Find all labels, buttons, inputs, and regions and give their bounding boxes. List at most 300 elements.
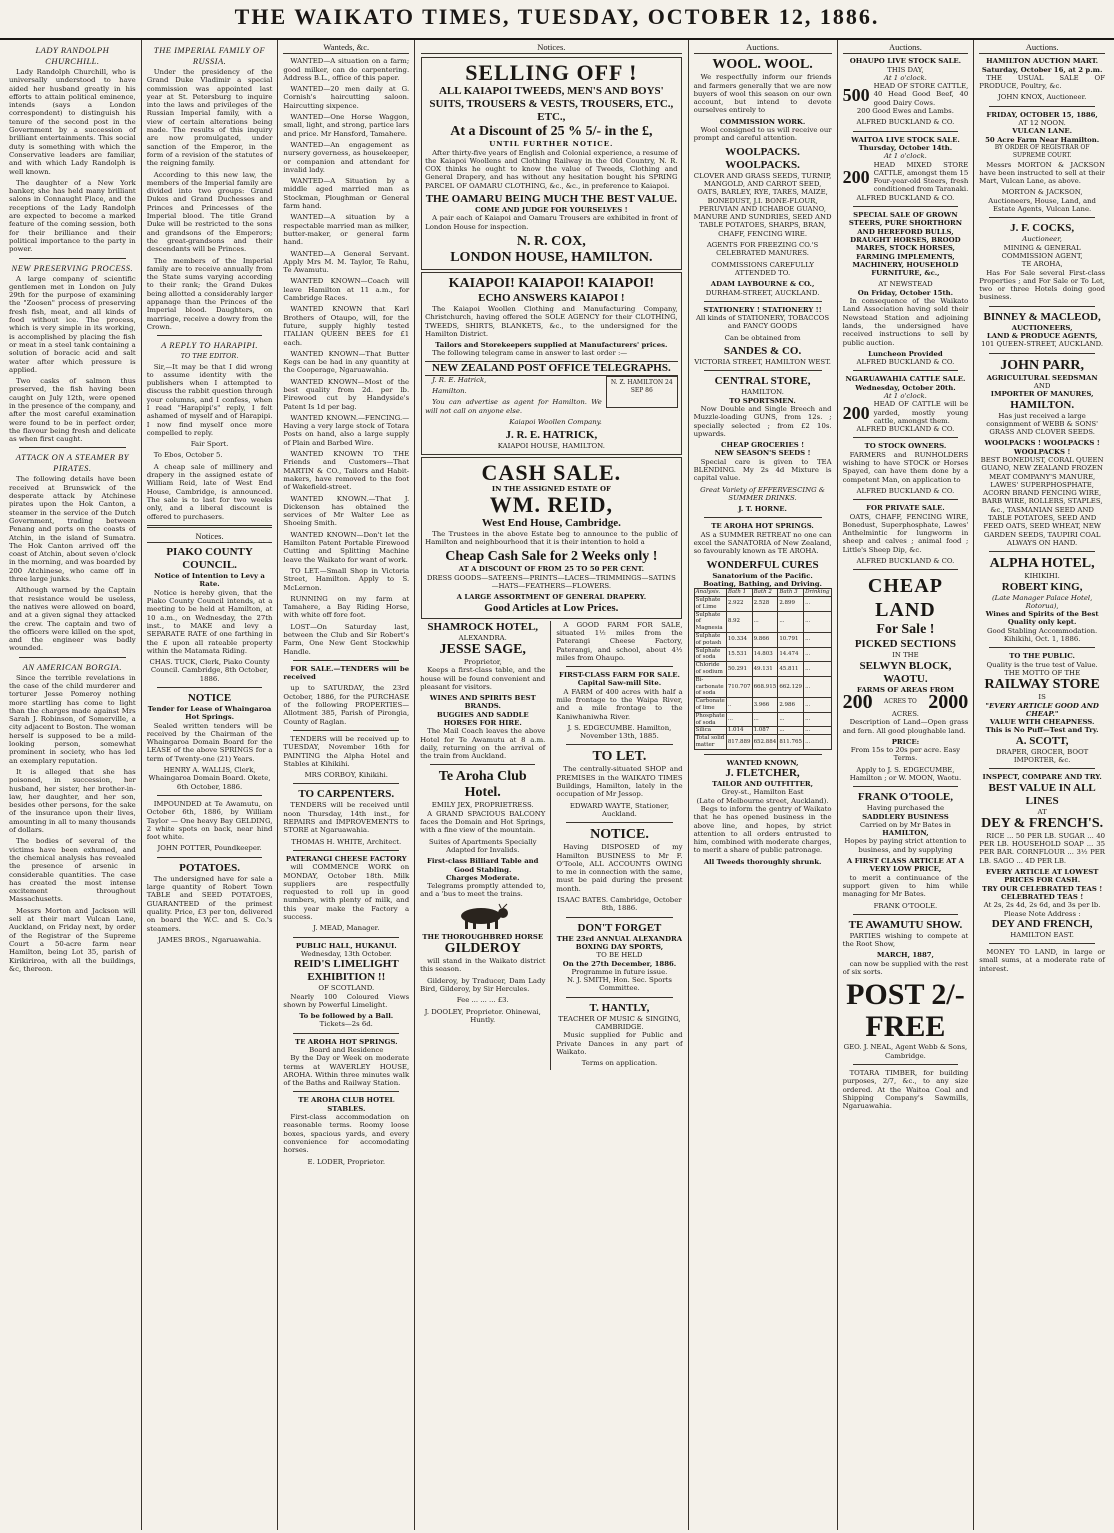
table-row	[694, 611, 831, 632]
column-8	[973, 40, 1110, 1530]
wanted-item: WANTED—20 men daily at G. Cornish's haircutting saloon. Haircutting sixpence.	[283, 85, 410, 110]
horse-signature: J. DOOLEY, Proprietor. Ohinewai, Huntly.	[424, 1007, 541, 1024]
table-cell: 49.131	[752, 662, 778, 677]
divider	[293, 1091, 399, 1092]
table-row	[694, 589, 831, 597]
alpha-hotel-name: ALPHA HOTEL,	[989, 556, 1095, 572]
hot-springs-body: AS a SUMMER RETREAT no one can excel the SANATORIA of New Zealand, so favourably known as TE AROHA.	[693, 530, 832, 556]
wanted-item: WANTED KNOWN—Don't let the Hamilton Patent Portable Firewood Cutting and Splitting Machine leave the Waikato for want of work.	[283, 530, 410, 564]
divider	[293, 1033, 399, 1034]
wanted-item: WANTED—An engagement as nursery governess, as housekeeper, or companion and attendant for invalid lady.	[283, 140, 410, 174]
selling-off-discount: At a Discount of 25 % 5/- in the £,	[450, 124, 653, 140]
cocks-body: Has For Sale several First-class Properties ; and For Sale or To Let, two or three Hotels doing good business.	[979, 268, 1105, 302]
section-heading-notices: Notices.	[421, 43, 681, 54]
article-body: Since the terrible revelations in the case of the child murderer and torturer Jesse Pomeroy nothing more startling has come to light than the charges made against Mrs Sarah J. Robinson, of Somerville, a city adjacent to Boston. The woman herself is supposed to be a mild-looking person, somewhat prominent in society, who has led an exemplary reputation.	[9, 673, 136, 765]
table-cell: 2.899	[778, 597, 804, 612]
divider	[853, 914, 959, 915]
table-cell: 9.866	[752, 633, 778, 648]
notice-signature: JOHN POTTER, Poundkeeper.	[157, 844, 262, 853]
divider	[989, 306, 1095, 307]
cocks-role: Auctioneer,	[1022, 235, 1062, 244]
hot-springs-title: TE AROHA HOT SPRINGS.	[711, 522, 814, 531]
show-body: can now be supplied with the rest of six sorts.	[842, 959, 969, 977]
auctioneer-name: ALFRED BUCKLAND & CO.	[856, 118, 955, 127]
table-cell: ...	[778, 611, 804, 632]
telegram-body	[425, 376, 677, 429]
table-cell: Silica	[694, 727, 726, 735]
notice-body: The undersigned have for sale a large quantity of Robert Town TABLE and SEED POTATOES, GUARANTEED of the primest quality. Price, £3 per ton, delivered on board the W.C. and S. Co.'s steamers.	[146, 874, 273, 933]
boating-heading: Boating, Bathing, and Driving.	[703, 579, 822, 588]
divider	[704, 370, 822, 371]
ohaupo-stock	[843, 82, 969, 107]
table-row	[694, 727, 831, 735]
money-to-land: MONEY TO LAND, in large or small sums, at a moderate rate of interest.	[979, 948, 1105, 973]
bull-illustration	[420, 902, 545, 930]
notice-title: NOTICE	[187, 692, 232, 704]
article-body: According to this new law, the members of the Imperial family are divided into two groups: Grand Dukes and Grand Duchesses and Princes and Princesses of the Imperial blood. The title Grand Duke will be restricted to the sons and grandsons of the Emperors; the great-grandsons and their descendants will be Princes.	[146, 170, 273, 254]
hamilton-east: HAMILTON EAST.	[1010, 930, 1074, 939]
cocks-agent: MINING & GENERAL COMMISSION AGENT,	[1001, 243, 1083, 260]
parr-list: BEST BONEDUST, CORAL QUEEN GUANO, NEW ZEALAND FROZEN MEAT COMPANY'S MANURE, LAWES' SUPERPHOSPHATE, ACORN BRAND FENCING WIRE, BARB WIRE, ROLLERS, STAPLES, &c., TASMANIAN SEED AND TABLE POTATOES, SEED AND FEED OATS, SEED WHEAT, NEW GARDEN SEEDS, TAUPIRI COAL ALWAYS ON HAND.	[980, 455, 1104, 547]
notice-signature: JAMES BROS., Ngaruawahia.	[158, 935, 262, 944]
ngaruawahia-count: 200	[842, 402, 870, 423]
shamrock-proprietor: JESSE SAGE,	[439, 641, 526, 657]
woolpacks-title: WOOLPACKS.	[725, 145, 800, 158]
waitoa-date: Thursday, October 14th.	[858, 143, 953, 152]
divider	[157, 795, 263, 796]
alpha-hotel-wines: Wines and Spirits of the Best Quality only kept.	[985, 610, 1099, 627]
article-body: The bodies of several of the victims have been exhumed, and the chemical analysis has revealed the presence of arsenic in considerable quantities. The case has created the most intense excitement throughout Massachusetts.	[9, 837, 136, 904]
telegram-to: J. R. E. Hatrick,	[432, 375, 487, 384]
table-cell: ...	[804, 727, 832, 735]
wanted-item: WANTED KNOWN—Coach will leave Hamilton at 11 a.m., for Cambridge Races.	[283, 277, 410, 303]
hall-heading: PUBLIC HALL, HUKANUI.	[295, 941, 397, 950]
shamrock-body: The Mail Coach leaves the above Hotel for Te Awamutu at 8 a.m. daily, returning on the arrival of the train from Auckland.	[420, 727, 546, 761]
auction-mart-auctioneer: JOHN KNOX, Auctioneer.	[997, 93, 1087, 102]
notice-subtitle: Tender for Lease of Whaingaroa Hot Springs.	[147, 705, 272, 722]
horse-body: will stand in the Waikato district this season.	[420, 957, 546, 974]
divider	[853, 206, 959, 207]
sandes-name: SANDES & CO.	[723, 345, 802, 358]
sportsmen-heading: TO SPORTSMEN.	[729, 396, 796, 405]
divider	[566, 917, 672, 918]
fletcher-wanted: WANTED KNOWN,	[726, 758, 799, 767]
binney-role: AUCTIONEERS,	[1011, 323, 1073, 332]
farm-sale-time: AT 12 NOON.	[1018, 119, 1066, 128]
kaiapoi-body: The following telegram came in answer to last order :—	[432, 349, 628, 358]
column-4-5	[414, 40, 687, 1530]
ohaupo-count: 500	[842, 84, 870, 105]
table-cell: Bi-carbonate of soda	[694, 676, 726, 697]
wanted-item: WANTED KNOWN.—That J. Dickenson has obtained the services of Mr Walter Lee as Shoeing Smith.	[283, 494, 410, 528]
limelight-title: REID'S LIMELIGHT EXHIBITION !!	[293, 958, 399, 984]
alpha-hotel-place: KIHIKIHI.	[1024, 572, 1060, 581]
table-cell: ...	[804, 712, 832, 727]
otoole-hopes: Hopes by paying strict attention to business, and by supplying	[844, 837, 967, 854]
notice-signature: CHAS. TUCK, Clerk, Piako County Council. Cambridge, 8th October, 1886.	[149, 658, 270, 683]
fletcher-trade: TAILOR AND OUTFITTER,	[712, 780, 814, 789]
waitoa-desc: HEAD MIXED STORE CATTLE, amongst them 15 Four-year-old Steers, fresh conditioned from Taranaki.	[873, 160, 969, 194]
acres-to: ACRES TO	[884, 697, 917, 705]
otoole-merit: to merit a continuance of the support given to him while managing for Mr Bates.	[842, 873, 969, 899]
divider	[157, 335, 263, 336]
alpha-hotel-late: (Late Manager Palace Hotel, Rotorua),	[991, 593, 1093, 610]
table-cell: ...	[804, 698, 832, 713]
cash-sale-drapery: A LARGE ASSORTMENT OF GENERAL DRAPERY.	[456, 593, 647, 602]
sawmill-heading: Capital Saw-mill Site.	[577, 679, 662, 688]
fletcher-late: (Late of Melbourne street, Auckland).	[696, 796, 829, 805]
ohaupo-desc: HEAD OF STORE CATTLE, 40 Head Good Beef, 40 good Dairy Cows.	[873, 82, 969, 107]
notice-heading: NOTICE.	[590, 827, 649, 843]
tender-body: up to SATURDAY, the 23rd October, 1886, for the PURCHASE of the following PROPERTIES—Allotment 385, Parish of Pirongia, County of Raglan.	[283, 684, 410, 726]
cash-sale-headline: Cheap Cash Sale for 2 Weeks only !	[445, 549, 658, 565]
column-5-lower	[551, 621, 687, 1071]
tea-prices: At 2s, 2s 4d, 2s 6d, and 3s per lb.	[983, 901, 1101, 910]
notice-title: POTATOES.	[179, 861, 240, 874]
table-cell: Sulphate of Lime	[694, 597, 726, 612]
wanted-item: WANTED—A situation by a respectable married man as milker, butter-maker, or general farm hand.	[283, 213, 410, 247]
column-3	[277, 40, 414, 1530]
selling-off-until: UNTIL FURTHER NOTICE.	[489, 140, 614, 149]
divider	[853, 786, 959, 787]
divider	[704, 517, 822, 518]
limelight-sub: OF SCOTLAND.	[318, 984, 375, 993]
horse-body: Gilderoy, by Traducer, Dam Lady Bird, Gilderoy, by Sir Hercules.	[420, 976, 546, 993]
music-teacher-body: Music supplied for Public and Private Dances in any part of Waikato.	[556, 1031, 683, 1056]
table-cell: 662.129	[778, 676, 804, 697]
divider	[19, 258, 126, 259]
column-4-lower	[415, 621, 551, 1071]
wide-ad-block	[415, 40, 687, 619]
wanted-item: WANTED KNOWN that Karl Brothers of Otaupo, will, for the future, supply highly tested ITALIAN QUEEN BEES for £1 each.	[283, 305, 410, 347]
farm-sale-body: A GOOD FARM FOR SALE, situated 1½ miles from the Paterangi Cheese Factory, Paterangi, and school, about 4½ miles from Ohaupo.	[556, 620, 683, 662]
otoole-saddlery: SADDLERY BUSINESS	[862, 812, 949, 821]
show-date: MARCH, 1887,	[876, 951, 934, 960]
horne-name: J. T. HORNE.	[738, 505, 787, 514]
divider	[293, 850, 399, 851]
seeds-heading: NEW SEASON'S SEEDS !	[714, 449, 811, 458]
table-cell: 10.334	[726, 633, 752, 648]
table-row	[694, 676, 831, 697]
price-list: RICE ... 50 PER LB. SUGAR ... 40 PER LB. HOUSEHOLD SOAP ... 35 PER BAR. CORNFLOUR ... 3½ PER LB. SAGO ... 4D PER LB.	[979, 831, 1105, 865]
special-sale-title: SPECIAL SALE OF GROWN STEERS, PURE SHORTHORN AND HEREFORD BULLS, DRAUGHT HORSES, BROOD MARES, STOCK HORSES, FARMING IMPLEMENTS, MACHINERY, HOUSEHOLD FURNITURE, &c.,	[848, 211, 963, 278]
seeds-list: CLOVER AND GRASS SEEDS, TURNIP, MANGOLD, AND CARROT SEED, OATS, BARLEY, RYE, TARES, MAIZE, BONEDUST, J.I. BONE-FLOUR, PERUVIAN AND ICHABOE GUANO, MANURE AND SUNDRIES, SEED AND TABLE POTATOES, SHARPS, BRAN, CHAFF, FENCING WIRE.	[693, 171, 832, 238]
wool-body: Wool consigned to us will receive our prompt and careful attention.	[693, 126, 832, 143]
tender-heading: TO CARPENTERS.	[298, 788, 395, 801]
limelight-body: Nearly 100 Coloured Views shown by Powerful Limelight.	[283, 992, 410, 1009]
telegram-place: Hamilton.	[432, 387, 467, 396]
table-cell: 811.765	[778, 735, 804, 750]
groceries-heading: CHEAP GROCERIES !	[721, 441, 805, 450]
divider	[293, 937, 399, 938]
table-header: Drinking	[805, 589, 830, 596]
selling-off-ad	[421, 57, 681, 270]
price-body: From 15s to 20s per acre. Easy Terms.	[850, 746, 961, 763]
table-cell: 3.966	[752, 698, 778, 713]
waitoa-stock	[843, 161, 969, 194]
table-cell: ...	[752, 712, 778, 727]
ngaruawahia-title: NGARUAWAHIA CATTLE SALE.	[845, 375, 966, 384]
waitoa-count: 200	[842, 167, 870, 188]
cox-name: N. R. COX,	[516, 233, 586, 249]
woolpacks-title-2: WOOLPACKS.	[725, 158, 800, 171]
wool-title: WOOL. WOOL.	[712, 57, 813, 73]
article-body: Under the presidency of the Grand Duke Vladimir a special commission was appointed last year at St. Petersburg to inquire into the laws and privileges of the Russian Imperial family, with a view of certain alterations being made. The results of this inquiry are now promulgated, under sanction of the Emperor, in the form of a revision of the statutes of the reigning family.	[146, 68, 273, 168]
notice-body: Notice is hereby given, that the Piako County Council intends, at a meeting to be held at Hamilton, at 10 a.m., on Wednesday, the 27th inst., to MAKE and levy a SEPARATE RATE of one farthing in the £ upon all rateable property within the Matamata Riding.	[146, 588, 273, 655]
telegram-heading: NEW ZEALAND POST OFFICE TELEGRAPHS.	[425, 361, 677, 376]
table-cell: ...	[804, 611, 832, 632]
table-row	[694, 712, 831, 727]
sandes-address: VICTORIA STREET, HAMILTON WEST.	[694, 358, 831, 367]
divider	[853, 437, 959, 438]
binney-address: 101 QUEEN-STREET, AUCKLAND.	[981, 340, 1104, 349]
telegram-message: You can advertise as agent for Hamilton. We will not call on anyone else.	[425, 398, 602, 415]
otoole-name: FRANK O'TOOLE,	[857, 791, 953, 804]
letter-body: Sir,—It may be that I did wrong to assume identity with the publishers when I attempted to discuss the rabbit question through your columns, and I confess, when I read "Harapipi's" reply, I felt ashamed of myself and of Harapipi. I now find myself once more compelled to reply.	[146, 362, 273, 437]
otoole-purchased: Having purchased the	[866, 804, 945, 813]
table-cell: Sulphate of potash	[694, 633, 726, 648]
fletcher-body: Begs to inform the gentry of Waikato that he has opened business in the above line, and hopes, by strict attention to all orders entrusted to him, combined with moderate charges, to merit a share of public patronage.	[693, 804, 832, 855]
notice-signature: HENRY A. WALLIS, Clerk, Whaingaroa Domain Board. Okete, 6th October, 1886.	[148, 766, 271, 791]
notice-title: PIAKO COUNTY COUNCIL.	[166, 546, 253, 572]
divider	[989, 353, 1095, 354]
table-row	[694, 735, 831, 750]
section-heading-auctions: Auctions.	[694, 43, 832, 54]
sports-heading: DON'T FORGET	[577, 921, 662, 934]
table-cell: Phosphate of soda	[695, 712, 725, 726]
article-heading: THE IMPERIAL FAMILY OF RUSSIA.	[153, 45, 266, 66]
tender-body: TENDERS will be received up to TUESDAY, November 16th for PAINTING the Alpha Hotel and Stables at Kihikihi.	[283, 734, 410, 768]
best-value: BEST VALUE IN ALL LINES	[988, 781, 1096, 807]
post-free-price: POST 2/- FREE	[846, 978, 965, 1044]
wanted-item: WANTED—One Horse Waggon, small, light, and strong, partice lars and price. Mr Hansford, Tamahere.	[283, 113, 410, 138]
farm-sale-auctioneers: MORTON & JACKSON, Auctioneers, House, Land, and Estate Agents, Vulcan Lane.	[988, 188, 1096, 214]
farm-sale-title: 50 Acre Farm Near Hamilton.	[985, 135, 1100, 144]
to-let-heading: TO LET.	[592, 749, 647, 765]
auctioneer-name: ALFRED BUCKLAND & CO.	[856, 358, 955, 367]
divider	[147, 525, 273, 528]
club-hotel-body: Telegrams promptly attended to, and a 'bus to meet the trains.	[420, 882, 546, 899]
ohaupo-ewes: 200 Good Ewes and Lambs.	[856, 107, 954, 116]
divider	[293, 660, 399, 661]
cash-sale-ad	[421, 457, 681, 619]
stables-signature: E. LODER, Proprietor.	[307, 1157, 386, 1166]
laybourne-name: ADAM LAYBOURNE & CO.,	[710, 280, 815, 289]
waitoa-time: At 1 o'clock.	[883, 152, 927, 161]
limelight-ball: To be followed by a Ball.	[299, 1012, 394, 1021]
section-heading-notices: Notices.	[147, 532, 273, 543]
scott-trade: DRAPER, GROCER, BOOT IMPORTER, &c.	[996, 747, 1089, 764]
table-cell: Sulphate of Magnesia	[694, 611, 726, 632]
wanted-item: TO LET.—Small Shop in Victoria Street, Hamilton. Apply to S. McLernon.	[283, 566, 410, 592]
hatrick-address: KAIAPOI HOUSE, HAMILTON.	[497, 442, 605, 451]
farm-sale-signature: J. S. EDGECUMBE. Hamilton, November 13th, 1885.	[567, 723, 672, 741]
wonderful-cures: WONDERFUL CURES	[706, 558, 819, 571]
cash-sale-discount: AT A DISCOUNT OF FROM 25 TO 50 PER CENT.	[458, 565, 645, 574]
wanted-item: RUNNING on my farm at Tamahere, a Bay Riding Horse, with white off fore foot.	[283, 594, 410, 620]
auctioneer-name: ALFRED BUCKLAND & CO.	[856, 425, 955, 434]
selwyn-block: SELWYN BLOCK, WAOTU.	[859, 659, 952, 685]
binney-name: BINNEY & MACLEOD,	[983, 310, 1101, 323]
table-cell: ...	[726, 712, 752, 727]
cheap-land-for-sale: For Sale !	[876, 622, 935, 638]
table-cell: 710.707	[726, 676, 752, 697]
show-agent: GEO. J. NEAL, Agent Webb & Sons, Cambridge.	[843, 1043, 968, 1060]
to-let-signature: EDWARD WAYTE, Stationer, Auckland.	[569, 801, 670, 818]
sanatorium-heading: Sanatorium of the Pacific.	[712, 571, 813, 580]
stationery-title: STATIONERY ! STATIONERY !!	[703, 305, 822, 314]
cash-sale-goods: DRESS GOODS—SATEENS—PRINTS—LACES—TRIMMINGS—SATINS—HATS—FEATHERS—FLOWERS.	[426, 573, 676, 591]
divider	[989, 943, 1095, 944]
picked-sections: PICKED SECTIONS	[854, 638, 956, 651]
shamrock-body: Keeps a first-class table, and the house will be found convenient and pleasant for visitors.	[420, 666, 546, 691]
letter-salutation: TO THE EDITOR.	[180, 352, 239, 361]
shamrock-role: Proprietor,	[463, 657, 502, 666]
table-cell: 1.014	[726, 727, 752, 735]
parr-body: Has just received a large consignment of WEBB & SONS' GRASS AND CLOVER SEEDS.	[986, 411, 1098, 437]
ohaupo-title: OHAUPO LIVE STOCK SALE.	[849, 57, 962, 66]
table-cell: 817.889	[726, 735, 752, 750]
railway-store-puff: This is No Puff—Test and Try.	[985, 726, 1099, 735]
fletcher-address: Grey-st., Hamilton East	[721, 788, 804, 797]
board-heading: TE AROHA HOT SPRINGS.	[294, 1037, 398, 1046]
shamrock-wines: WINES AND SPIRITS BEST BRANDS.	[429, 694, 536, 711]
kaiapoi-title: KAIAPOI! KAIAPOI! KAIAPOI!	[448, 275, 655, 291]
divider	[19, 657, 126, 658]
farms-areas: FARMS OF AREAS FROM	[856, 685, 954, 694]
shamrock-buggies: BUGGIES AND SADDLE HORSES FOR HIRE.	[436, 710, 529, 727]
central-store-title: CENTRAL STORE,	[714, 375, 811, 388]
table-row	[694, 633, 831, 648]
special-sale-date: On Friday, October 15th.	[857, 288, 954, 297]
wanted-item: WANTED KNOWN—That Butter Kegs can be had in any quantity at the Cooperage, Ngaruawahia.	[283, 349, 410, 375]
factory-heading: PATERANGI CHEESE FACTORY	[285, 854, 407, 863]
article-body: Although warned by the Captain that resistance would be useless, the natives were allowed on board, and at a given signal they attacked the crew. The captain and two of the officers were killed on the spot, and the engineer was badly wounded.	[9, 586, 136, 653]
analysis-table	[694, 588, 832, 750]
table-cell: ...	[804, 662, 832, 677]
railway-store-quality: Quality is the true test of Value.	[986, 660, 1098, 669]
divider	[430, 764, 535, 765]
kaiapoi-body: The Kaiapoi Woollen Clothing and Manufacturing Company, Christchurch, having offered the SOLE AGENCY for their CLOTHING, TWEEDS, SHIRTS, BLANKETS, &c., to the undersigned for the Hamilton District.	[425, 304, 678, 338]
auctioneer-name: ALFRED BUCKLAND & CO.	[856, 193, 955, 202]
tender-signature: MRS CORBOY, Kihikihi.	[304, 771, 388, 780]
otoole-place: HAMILTON,	[882, 829, 929, 838]
newspaper-title: THE WAIKATO TIMES, TUESDAY, OCTOBER 12, 1886.	[234, 4, 880, 29]
inspect-heading: INSPECT, COMPARE AND TRY.	[982, 773, 1102, 782]
ngaruawahia-time: At 1 o'clock.	[883, 391, 927, 400]
parr-seedsman: AGRICULTURAL SEEDSMAN	[986, 373, 1098, 382]
divider	[19, 447, 126, 448]
auction-mart-body: THE USUAL SALE OF PRODUCE, Poultry, &c.	[979, 73, 1105, 91]
table-cell: 15.531	[726, 647, 752, 662]
table-cell: 2.528	[752, 597, 778, 612]
letter-dateline: To Ebos, October 5.	[153, 451, 223, 460]
divider	[989, 551, 1095, 552]
article-body: Messrs Morton and Jackson will sell at their mart Vulcan Lane, Auckland, on Friday next, by order of the Registrar of the Supreme Court a 50-acre farm near Hamilton, being Lot 35, parish of Kirikiriroa, with all the buildings, &c, thereon.	[9, 906, 136, 973]
farm-sale-order: BY ORDER OF REGISTRAR OF SUPREME COURT.	[994, 143, 1090, 160]
board-body: By the Day or Week on moderate terms at WAVERLEY HOUSE, AROHA. Within three minutes walk of the Baths and Railway Station.	[283, 1054, 410, 1088]
acreage-max: 2000	[928, 690, 969, 713]
show-title: TE AWAMUTU SHOW.	[848, 918, 963, 931]
laybourne-address: DURHAM-STREET, AUCKLAND.	[705, 288, 820, 297]
tender-signature: THOMAS H. WHITE, Architect.	[291, 837, 402, 846]
club-hotel-suites: Suites of Apartments Specially Adapted for Invalids.	[428, 837, 537, 854]
ohaupo-day: THIS DAY,	[887, 65, 924, 74]
otoole-carried: Carried on by Mr Bates in	[859, 820, 951, 829]
waitoa-title: WAITOA LIVE STOCK SALE.	[851, 135, 960, 144]
table-row	[694, 662, 831, 677]
column-6	[688, 40, 837, 1530]
cash-sale-body: The Trustees in the above Estate beg to announce to the public of Hamilton and neighbourhood that it is their intention to hold a	[425, 529, 678, 547]
wanted-item: WANTED KNOWN TO THE Friends and Customers—That MARTIN & CO., Tailors and Habit-makers, have removed to the foot of Wakefield-street.	[283, 450, 410, 492]
selling-off-body: After thirty-five years of English and Colonial experience, a resume of the Kaiapoi Woollens and Clothing Railway in the Old Country, N. R. COX thinks he ought to know the value of Tweeds, Clothing and General Drapery, and has without any hesitation bought his SPRING PARCEL OF OAMARU CLOTHING, &c., &c., in preference to Kaiapoi.	[425, 148, 678, 190]
table-header: Bath 3	[778, 589, 804, 597]
table-header: Bath 2	[752, 589, 778, 597]
binney-agents: LAND & PRODUCE AGENTS,	[986, 332, 1098, 341]
table-cell: ...	[804, 735, 832, 750]
divider	[853, 569, 959, 570]
kaiapoi-ad	[421, 272, 681, 455]
section-heading-auctions: Auctions.	[979, 43, 1105, 54]
table-cell: ...	[778, 712, 804, 727]
cheap-land-title: CHEAP LAND	[867, 575, 943, 622]
table-cell: ...	[804, 597, 832, 612]
wanted-item: WANTED—A Situation by a middle aged married man as Stockman, Ploughman or General farm hand.	[283, 177, 410, 211]
auctioneer-name: ALFRED BUCKLAND & CO.	[856, 557, 955, 566]
ngaruawahia-stock	[843, 400, 969, 425]
wanted-item: WANTED KNOWN—Most of the best quality from 2d. per lb. Firewood cut by Handyside's Patent Is 1d per bag.	[283, 377, 410, 411]
parr-woolpacks: WOOLPACKS ! WOOLPACKS ! WOOLPACKS !	[984, 439, 1100, 456]
table-row	[694, 597, 831, 612]
selling-off-title: SELLING OFF !	[465, 60, 638, 86]
article-body: The daughter of a New York banker, she has held many brilliant salons in Connaught Place, and the receptions of the Lady Randolph are expected to become a marked feature of the coming session, both for their brilliance and their political importance to the party in power.	[9, 178, 136, 254]
sports-date: On the 27th December, 1886.	[562, 959, 677, 968]
cash-sale-title: CASH SALE.	[481, 459, 622, 485]
drinks-heading: Great Variety of EFFERVESCING & SUMMER DRINKS.	[700, 485, 825, 502]
railway-store-public: TO THE PUBLIC.	[1009, 652, 1075, 661]
table-cell: ...	[804, 633, 832, 648]
masthead	[0, 0, 1114, 40]
dey-french-address: DEY AND FRENCH,	[991, 917, 1093, 930]
celebrated-teas: TRY OUR CELEBRATED TEAS ! CELEBRATED TEAS !	[981, 884, 1103, 901]
table-header: Analysis.	[694, 589, 726, 597]
auction-mart-date: Saturday, October 16, at 2 p.m.	[981, 65, 1103, 74]
wool-body: We respectfully inform our friends and farmers generally that we are now buyers of wool this season on our own account, but intend to devote ourselves entirely to	[693, 73, 832, 115]
stationery-obtain: Can be obtained from	[724, 333, 801, 342]
tender-body: TENDERS will be received until noon Thursday, 14th inst., for REPAIRS and IMPROVEMENTS to STORE at Ngaruawahia.	[283, 801, 410, 835]
table-cell: Chloride of sodium	[694, 662, 726, 677]
table-cell: 50.291	[726, 662, 752, 677]
divider	[989, 106, 1095, 107]
cash-sale-house: West End House, Cambridge.	[481, 516, 621, 529]
table-cell: Total solid matter	[694, 735, 726, 750]
table-cell: ...	[804, 676, 832, 697]
railway-store-slogan: "EVERY ARTICLE GOOD AND CHEAP."	[985, 701, 1099, 718]
table-cell: 8.92	[726, 611, 752, 632]
post-office-stamp: N. Z. HAMILTON 24 SEP 86	[606, 376, 678, 408]
table-cell: ...	[804, 647, 832, 662]
divider	[989, 768, 1095, 769]
acreage-range	[842, 690, 969, 713]
divider	[157, 687, 263, 688]
article-body: The members of the Imperial family are to receive annually from the State sums varying according to their rank; the Grand Dukes being allotted a considerably larger appanage than the Princes of the Imperial blood. Daughters, on marriage, receive a dowry from the Crown.	[146, 256, 273, 331]
cocks-name: J. F. COCKS,	[1010, 222, 1075, 235]
divider	[293, 783, 399, 784]
letter-signature: Fair Sport.	[190, 440, 229, 449]
divider	[853, 1064, 959, 1065]
column-7	[837, 40, 974, 1530]
fletcher-tweeds: All Tweeds thoroughly shrunk.	[703, 857, 822, 866]
